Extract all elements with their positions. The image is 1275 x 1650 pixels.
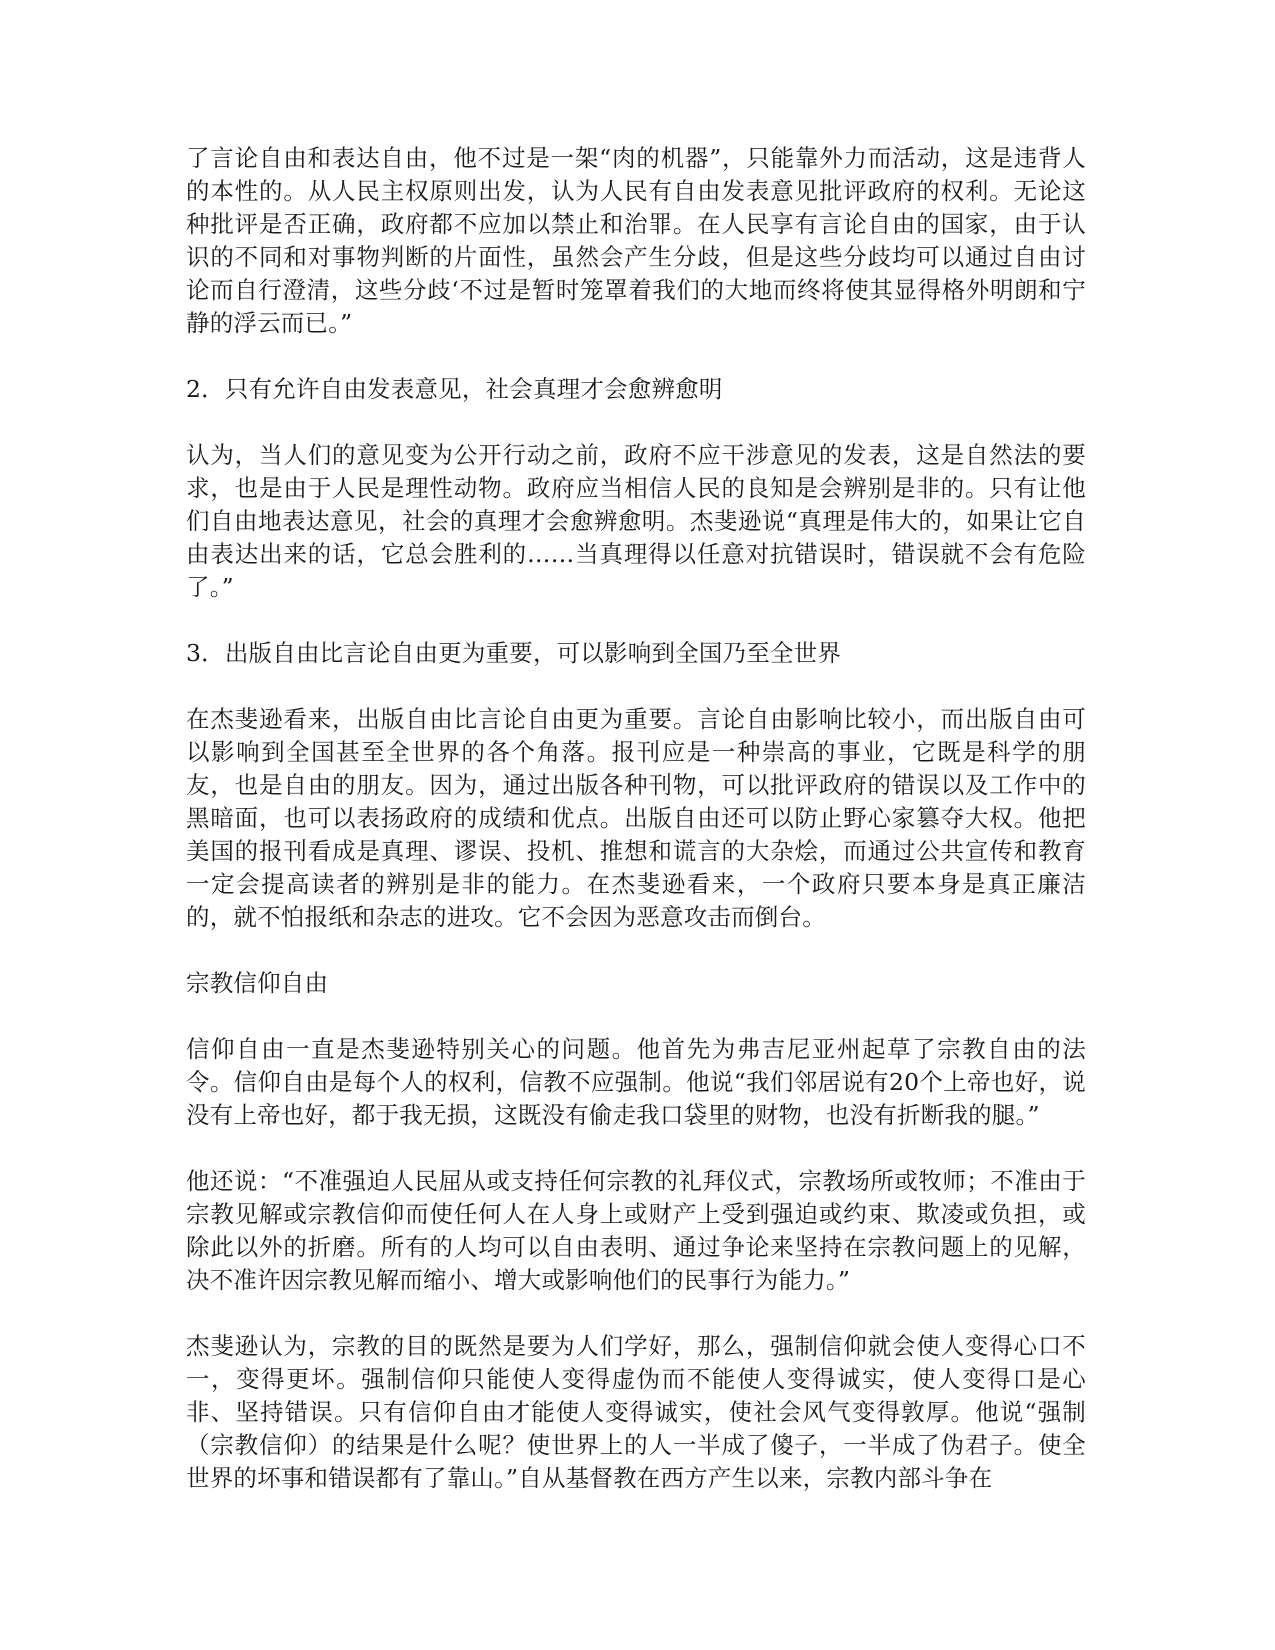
section-heading-3: 3．出版自由比言论自由更为重要，可以影响到全国乃至全世界 [186,639,842,667]
paragraph-forced-belief: 杰斐逊认为，宗教的目的既然是要为人们学好，那么，强制信仰就会使人变得心口不一，变得更坏。强制信仰只能使人变得虚伪而不能使人变得诚实，使人变得口是心非、坚持错误。只有信仰自由才能使人变得诚实，使社会风气变得敦厚。他说“强制（宗教信仰）的结果是什么呢？使世界上的人一半成了傻子，一半成了伪君子。使全世界的坏事和错误都有了靠山。”自从基督教在西方产生以来，宗教内部斗争在 [186,1332,1086,1492]
paragraph-quote: 他还说：“不准强迫人民屈从或支持任何宗教的礼拜仪式，宗教场所或牧师；不准由于宗教见解或宗教信仰而使任何人在人身上或财产上受到强迫或约束、欺凌或负担，或除此以外的折磨。所有的人均可以自由表明、通过争论来坚持在宗教问题上的见解，决不准许因宗教见解而缩小、增大或影响他们的民事行为能力。” [186,1167,1086,1294]
paragraph-belief-freedom: 信仰自由一直是杰斐逊特别关心的问题。他首先为弗吉尼亚州起草了宗教自由的法令。信仰自由是每个人的权利，信教不应强制。他说“我们邻居说有20个上帝也好，说没有上帝也好，都于我无损，这既没有偷走我口袋里的财物，也没有折断我的腿。” [186,1035,1086,1129]
paragraph-press-freedom: 在杰斐逊看来，出版自由比言论自由更为重要。言论自由影响比较小，而出版自由可以影响到全国甚至全世界的各个角落。报刊应是一种崇高的事业，它既是科学的朋友，也是自由的朋友。因为，通过出版各种刊物，可以批评政府的错误以及工作中的黑暗面，也可以表扬政府的成绩和优点。出版自由还可以防止野心家篡夺大权。他把美国的报刊看成是真理、谬误、投机、推想和谎言的大杂烩，而通过公共宣传和教育一定会提高读者的辨别是非的能力。在杰斐逊看来，一个政府只要本身是真正廉洁的，就不怕报纸和杂志的进攻。它不会因为恶意攻击而倒台。 [186,705,1086,931]
section-heading-religion: 宗教信仰自由 [186,969,329,997]
paragraph-truth: 认为，当人们的意见变为公开行动之前，政府不应干涉意见的发表，这是自然法的要求，也是由于人民是理性动物。政府应当相信人民的良知是会辨别是非的。只有让他们自由地表达意见，社会的真理才会愈辨愈明。杰斐逊说“真理是伟大的，如果让它自由表达出来的话，它总会胜利的……当真理得以任意对抗错误时，错误就不会有危险了。” [186,441,1086,601]
document-page [186,142,1086,1495]
section-heading-2: 2．只有允许自由发表意见，社会真理才会愈辨愈明 [186,375,723,403]
paragraph-speech-freedom: 了言论自由和表达自由，他不过是一架“肉的机器”，只能靠外力而活动，这是违背人的本性的。从人民主权原则出发，认为人民有自由发表意见批评政府的权利。无论这种批评是否正确，政府都不应加以禁止和治罪。在人民享有言论自由的国家，由于认识的不同和对事物判断的片面性，虽然会产生分歧，但是这些分歧均可以通过自由讨论而自行澄清，这些分歧‘不过是暂时笼罩着我们的大地而终将使其显得格外明朗和宁静的浮云而已。” [186,144,1086,337]
